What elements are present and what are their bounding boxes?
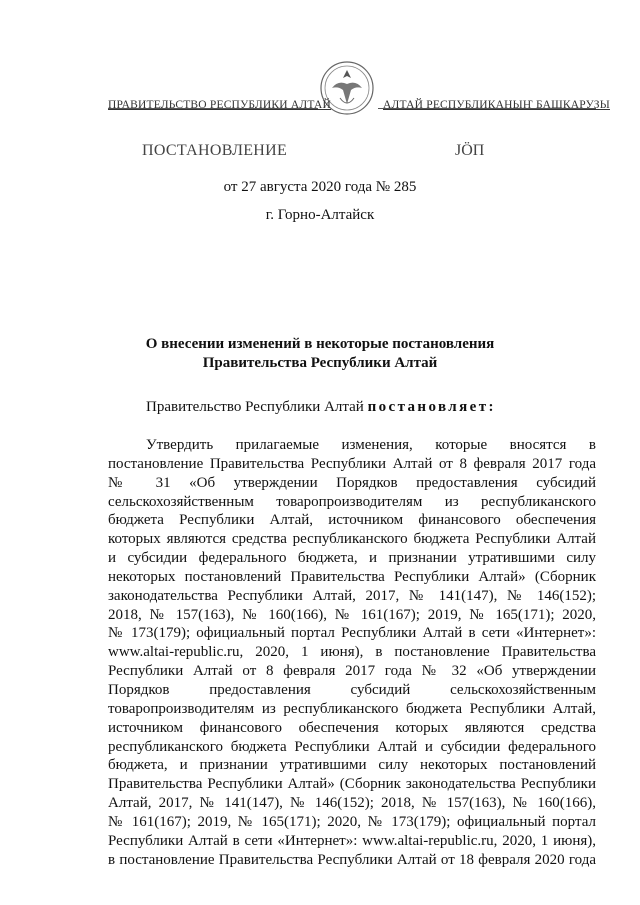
document-date-number: от 27 августа 2020 года № 285 xyxy=(223,179,417,195)
body-line: постановление Правительства Республики Алтай от 8 февраля 2017 года xyxy=(108,455,596,472)
title-line: Правительства Республики Алтай xyxy=(202,355,438,371)
body-line: которых являются средства республиканского бюджета Республики Алтай xyxy=(108,531,596,548)
body-line: Порядков предоставления субсидий сельскохозяйственным xyxy=(108,681,596,698)
resolves-line xyxy=(146,399,496,416)
body-line: бюджета, и признании утратившими силу некоторых постановлений xyxy=(108,757,596,774)
document-type-altai: ЈÖП xyxy=(455,142,485,159)
document-city: г. Горно-Алтайск xyxy=(265,207,375,223)
body-line: 2018, № 157(163), № 160(166), № 161(167); 2019, № 165(171); 2020, xyxy=(108,606,596,623)
government-name-russian: ПРАВИТЕЛЬСТВО РЕСПУБЛИКИ АЛТАЙ xyxy=(108,99,332,111)
body-line: Утвердить прилагаемые изменения, которые вносятся в xyxy=(146,437,596,453)
body-line: и субсидии федерального бюджета, и признании утратившими силу xyxy=(108,550,596,567)
body-line: законодательства Республики Алтай, 2017, № 141(147), № 146(152); xyxy=(108,587,596,604)
body-line: № 173(179); официальный портал Республики Алтай в сети «Интернет»: xyxy=(108,625,596,642)
body-line: № 161(167); 2019, № 165(171); 2020, № 173(179); официальный портал xyxy=(108,813,596,830)
resolves-keyword: постановляет: xyxy=(367,399,496,415)
title-line: О внесении изменений в некоторые постановления xyxy=(145,336,495,352)
body-line: товаропроизводителям из республиканского бюджета Республики Алтай, xyxy=(108,700,596,717)
body-line: Правительства Республики Алтай» (Сборник законодательства Республики xyxy=(108,776,596,793)
body-line: некоторых постановлений Правительства Республики Алтай» (Сборник xyxy=(108,568,596,585)
body-line: www.altai-republic.ru, 2020, 1 июня), в постановление Правительства xyxy=(108,644,596,661)
document-body xyxy=(108,436,596,869)
body-line: бюджета Республики Алтай, источником финансового обеспечения xyxy=(108,512,596,529)
body-line: в постановление Правительства Республики Алтай от 18 февраля 2020 года xyxy=(108,851,596,868)
body-line: Алтай, 2017, № 141(147), № 146(152); 2018, № 157(163), № 160(166), xyxy=(108,795,596,812)
body-line: сельскохозяйственным товаропроизводителям из республиканского xyxy=(108,493,596,510)
body-line: Республики Алтай в сети «Интернет»: www.altai-republic.ru, 2020, 1 июня), xyxy=(108,832,596,849)
body-line: республиканского бюджета Республики Алтай и субсидии федерального xyxy=(108,738,596,755)
government-name-altai: АЛТАЙ РЕСПУБЛИКАНЫҤ БАШКАРУЗЫ xyxy=(383,99,610,111)
resolves-prefix: Правительство Республики Алтай xyxy=(146,399,368,415)
document-type-russian: ПОСТАНОВЛЕНИЕ xyxy=(142,142,288,159)
document-title xyxy=(0,335,640,373)
body-line: Республики Алтай от 8 февраля 2017 года № 32 «Об утверждении xyxy=(108,663,596,680)
body-line: № 31 «Об утверждении Порядков предоставления субсидий xyxy=(108,474,596,491)
body-line: источником финансового обеспечения которых являются средства xyxy=(108,719,596,736)
